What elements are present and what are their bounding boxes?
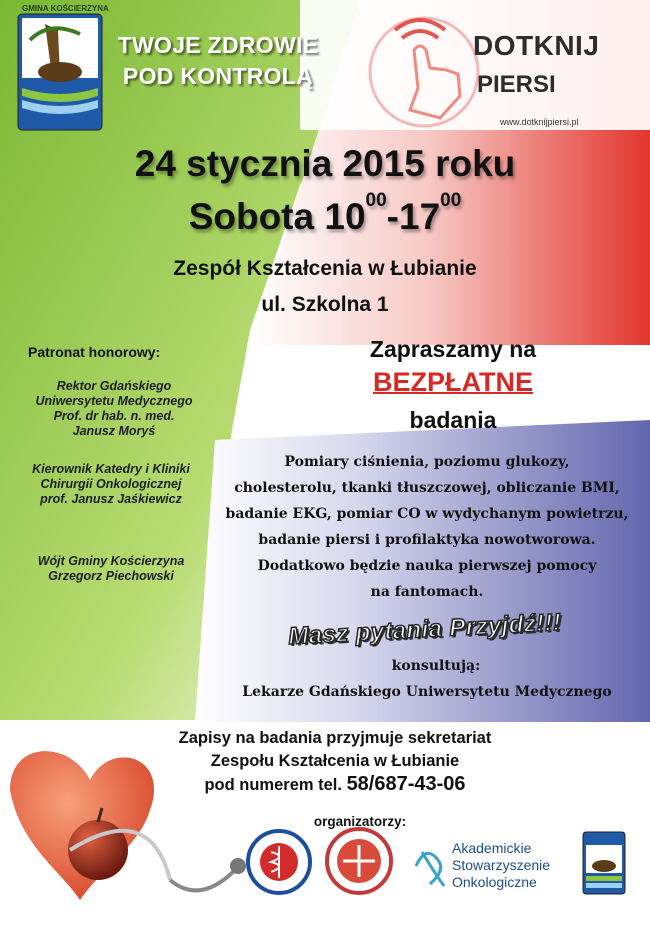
patron-block	[6, 554, 216, 584]
start-min: 00	[365, 190, 387, 211]
questions-text: Masz pytania Przyjdź!!!	[287, 608, 562, 651]
service-line: na fantomach.	[370, 584, 484, 600]
start-hour: 10	[324, 196, 366, 237]
service-line: badanie EKG, pomiar CO w wydychanym powietrzu,	[225, 506, 629, 522]
red-cross-club-logo-icon	[327, 829, 391, 893]
service-line: Dodatkowo będzie nauka pierwszej pomocy	[257, 558, 597, 574]
patron-line: Wójt Gminy Kościerzyna	[37, 554, 185, 568]
brand-url[interactable]: www.dotknijpiersi.pl	[500, 117, 579, 127]
aso-line: Akademickie	[452, 840, 532, 856]
end-min: 00	[440, 190, 462, 211]
service-line: Pomiary ciśnienia, poziomu glukozy,	[284, 454, 570, 470]
phone-number[interactable]: 58/687-43-06	[346, 773, 466, 795]
free-label: BEZPŁATNE	[373, 367, 533, 397]
patron-line: Janusz Moryś	[72, 424, 156, 438]
organizers-heading: organizatorzy:	[313, 814, 407, 829]
services-list	[222, 449, 632, 605]
patron-block	[6, 462, 216, 507]
registration-line: Zespołu Kształcenia w Łubianie	[210, 752, 460, 770]
event-date: 24 stycznia 2015 roku	[134, 143, 516, 184]
end-hour: 17	[399, 196, 441, 237]
gmina-crest-small-icon	[583, 832, 625, 894]
service-line: badanie piersi i profilaktyka nowotworowa.	[258, 532, 596, 548]
patron-line: Rektor Gdańskiego	[56, 379, 172, 393]
brand-line1: DOTKNIJ	[473, 30, 600, 61]
patron-block	[14, 379, 214, 439]
patron-line: Grzegorz Piechowski	[48, 569, 174, 583]
patron-line: Uniwersytetu Medycznego	[35, 394, 193, 408]
patron-line: Prof. dr hab. n. med.	[53, 409, 175, 423]
consult-who: Lekarze Gdańskiego Uniwersytetu Medycznego	[242, 684, 612, 700]
crest-icon	[18, 14, 102, 130]
registration-line: Zapisy na badania przyjmuje sekretariat	[178, 729, 492, 747]
service-line: cholesterolu, tkanki tłuszczowej, obliczanie BMI,	[234, 480, 620, 496]
campaign-title	[108, 30, 328, 92]
brand-line2: PIERSI	[477, 71, 556, 98]
patron-line: Chirurgii Onkologicznej	[40, 477, 182, 491]
aso-line: Stowarzyszenie	[452, 857, 551, 873]
invite-line: Zapraszamy na	[369, 336, 537, 362]
aso-line: Onkologiczne	[452, 874, 537, 890]
registration-phone-line	[115, 773, 555, 797]
event-day-hours: Sobota $10^{00}-17^{00}$	[188, 190, 462, 237]
patron-line: Kierownik Katedry i Kliniki	[32, 462, 190, 476]
consult-heading: konsultują:	[391, 658, 481, 674]
title-line: POD KONTROLĄ	[122, 63, 314, 89]
title-line: TWOJE ZDROWIE	[117, 32, 319, 58]
gumed-logo-icon	[248, 831, 310, 893]
exams-label: badania	[409, 407, 497, 433]
registration-info	[115, 727, 555, 797]
patronage-heading: Patronat honorowy:	[28, 344, 161, 360]
aso-name	[452, 840, 550, 891]
event-venue: Zespół Kształcenia w Łubianie	[173, 257, 477, 280]
patron-line: prof. Janusz Jaśkiewicz	[40, 492, 182, 506]
event-street: ul. Szkolna 1	[261, 293, 389, 316]
event-day: Sobota	[188, 196, 315, 237]
crest-label: GMINA KOŚCIERZYNA	[22, 4, 109, 13]
phone-prefix: pod numerem tel.	[204, 776, 347, 794]
